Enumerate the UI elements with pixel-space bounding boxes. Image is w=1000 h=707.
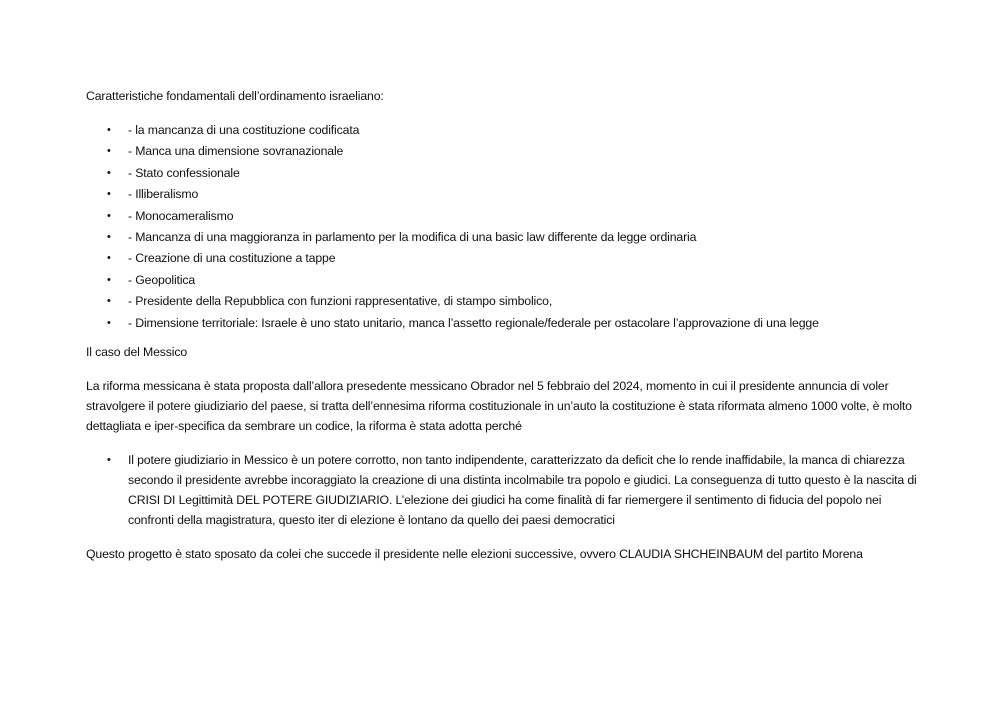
features-list [86, 120, 920, 334]
document-page [86, 86, 920, 564]
bullet-icon: • [107, 231, 111, 244]
case-title: Il caso del Messico [86, 345, 188, 360]
list-item [86, 184, 920, 205]
list-item-text: - Presidente della Repubblica con funzioni rappresentative, di stampo simbolico, [128, 294, 553, 309]
closing-paragraph: Questo progetto è stato sposato da colei che succede il presidente nelle elezioni successive, ovvero CLAUDIA SHCHEINBAUM del partito Morena [86, 547, 863, 562]
list-item-text: - Geopolitica [128, 272, 196, 287]
bullet-icon: • [107, 316, 111, 329]
list-item [86, 248, 920, 269]
list-item-text: - Stato confessionale [128, 165, 240, 180]
list-item-text: - Creazione di una costituzione a tappe [128, 251, 336, 266]
bullet-icon: • [107, 295, 111, 308]
list-item [86, 206, 920, 227]
list-item-text: - Mancanza di una maggioranza in parlamento per la modifica di una basic law differente da legge ordinaria [128, 230, 697, 245]
list-item [86, 163, 920, 184]
list-item-text: - Manca una dimensione sovranazionale [128, 144, 344, 159]
bullet-icon: • [107, 188, 111, 201]
list-item [86, 141, 920, 162]
bullet-icon: • [107, 166, 111, 179]
list-item-text: Il potere giudiziario in Messico è un potere corrotto, non tanto indipendente, caratterizzato da deficit che lo rende inaffidabile, la manca di chiarezza secondo il presidente avrebbe incoraggiato la creazione di una distinta incolmabile tra popolo e giudici. La conseguenza di tutto questo è la nascita di CRISI DI Legittimità DEL POTERE GIUDIZIARIO. L’elezione dei giudici ha come finalità di far riemergere il sentimento di fiducia del popolo nei confronti della magistratura, questo iter di elezione è lontano da quello dei paesi democratici [128, 453, 917, 528]
bullet-icon: • [107, 124, 111, 136]
list-item-text: - Monocameralismo [128, 208, 234, 223]
section-heading: Caratteristiche fondamentali dell’ordinamento israeliano: [86, 89, 384, 103]
reform-paragraph: La riforma messicana è stata proposta dall’allora presedente messicano Obrador nel 5 febbraio del 2024, momento in cui il presidente annuncia di voler stravolgere il potere giudiziario del paese, si tratta dell’ennesima riforma costituzionale in un’auto la costituzione è stata riformata almeno 1000 volte, è molto dettagliata e iper-specifica da sembrare un codice, la riforma è stata adotta perché [86, 379, 912, 434]
bullet-icon: • [107, 454, 111, 467]
list-item [86, 450, 920, 530]
list-item-text: - la mancanza di una costituzione codificata [128, 123, 360, 137]
bullet-icon: • [107, 273, 111, 286]
bullet-icon: • [107, 209, 111, 222]
bullet-icon: • [107, 145, 111, 158]
list-item [86, 313, 920, 334]
bullet-icon: • [107, 252, 111, 265]
list-item-text: - Dimensione territoriale: Israele è uno stato unitario, manca l’assetto regionale/federale per ostacolare l’approvazione di una legge [128, 315, 819, 330]
list-item [86, 270, 920, 291]
list-item [86, 291, 920, 312]
judiciary-list [86, 450, 920, 530]
list-item-text: - Illiberalismo [128, 187, 199, 202]
list-item [86, 227, 920, 248]
list-item [86, 120, 920, 141]
